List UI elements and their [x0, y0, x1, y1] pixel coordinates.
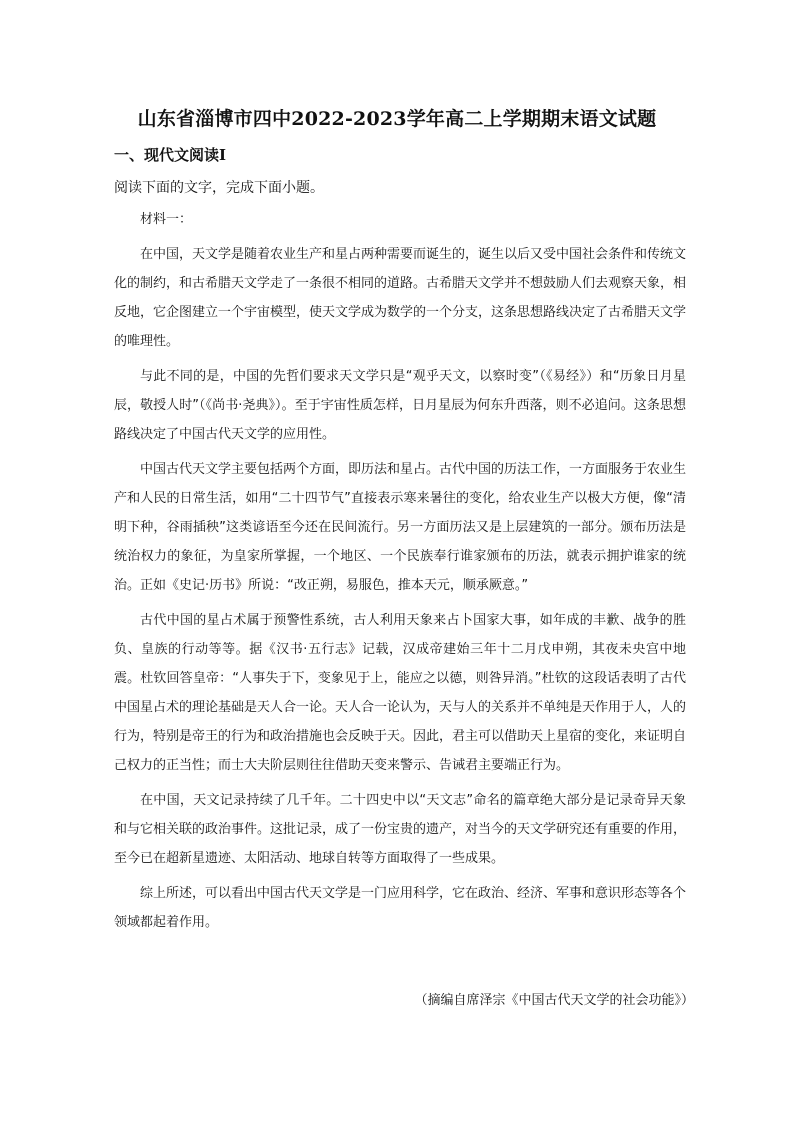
material-label: 材料一：: [140, 212, 193, 227]
instruction-text: 阅读下面的文字，完成下面小题。: [114, 180, 324, 196]
paragraph-5: 在中国，天文记录持续了几千年。二十四史中以“天文志”命名的篇章绝大部分是记录奇异天象和与它相关联的政治事件。这批记录，成了一份宝贵的遗产，对当今的天文学研究还有重要的作用，至今已在超新星遗迹、太阳活动、地球自转等方面取得了一些成果。: [114, 793, 687, 866]
paragraph-4: 古代中国的星占术属于预警性系统，古人利用天象来占卜国家大事，如年成的丰歉、战争的胜负、皇族的行动等等。据《汉书·五行志》记载，汉成帝建始三年十二月戊申朔，其夜未央宫中地震。杜钦回答皇帝：“人事失于下，变象见于上，能应之以德，则咎异消。”杜钦的这段话表明了古代中国星占术的理论基础是天人合一论。天人合一论认为，天与人的关系并不单纯是天作用于人，人的行为，特别是帝王的行为和政治措施也会反映于天。因此，君主可以借助天上星宿的变化，来证明自己权力的正当性；而士大夫阶层则往往借助天变来警示、告诫君主要端正行为。: [114, 613, 687, 773]
paragraph-3: 中国古代天文学主要包括两个方面，即历法和星占。古代中国的历法工作，一方面服务于农业生产和人民的日常生活，如用“二十四节气”直接表示寒来暑往的变化，给农业生产以极大方便，像“清明下种，谷雨插秧”这类谚语至今还在民间流行。另一方面历法又是上层建筑的一部分。颁布历法是统治权力的象征，为皇家所掌握，一个地区、一个民族奉行谁家颁布的历法，就表示拥护谁家的统治。正如《史记·历书》所说：“改正朔，易服色，推本天元，顺承厥意。”: [114, 462, 687, 593]
paragraph-2: 与此不同的是，中国的先哲们要求天文学只是“观乎天文，以察时变”（《易经》）和“历象日月星辰，敬授人时”（《尚书·尧典》）。至于宇宙性质怎样，日月星辰为何东升西落，则不必追问。这条思想路线决定了中国古代天文学的应用性。: [114, 369, 686, 442]
paragraph-1: 在中国，天文学是随着农业生产和星占两种需要而诞生的，诞生以后又受中国社会条件和传统文化的制约，和古希腊天文学走了一条很不相同的道路。古希腊天文学并不想鼓励人们去观察天象，相反地，它企图建立一个宇宙模型，使天文学成为数学的一个分支，这条思想路线决定了古希腊天文学的唯理性。: [114, 247, 687, 349]
source-citation: （摘编自席泽宗《中国古代天文学的社会功能》）: [414, 993, 694, 1008]
paragraph-6: 综上所述，可以看出中国古代天文学是一门应用科学，它在政治、经济、军事和意识形态等各个领域都起着作用。: [114, 886, 687, 930]
page-title: 山东省淄博市四中2022-2023学年高二上学期期末语文试题: [137, 108, 657, 130]
reading-passage: [114, 205, 686, 943]
section-heading: 一、现代文阅读I: [114, 146, 227, 164]
